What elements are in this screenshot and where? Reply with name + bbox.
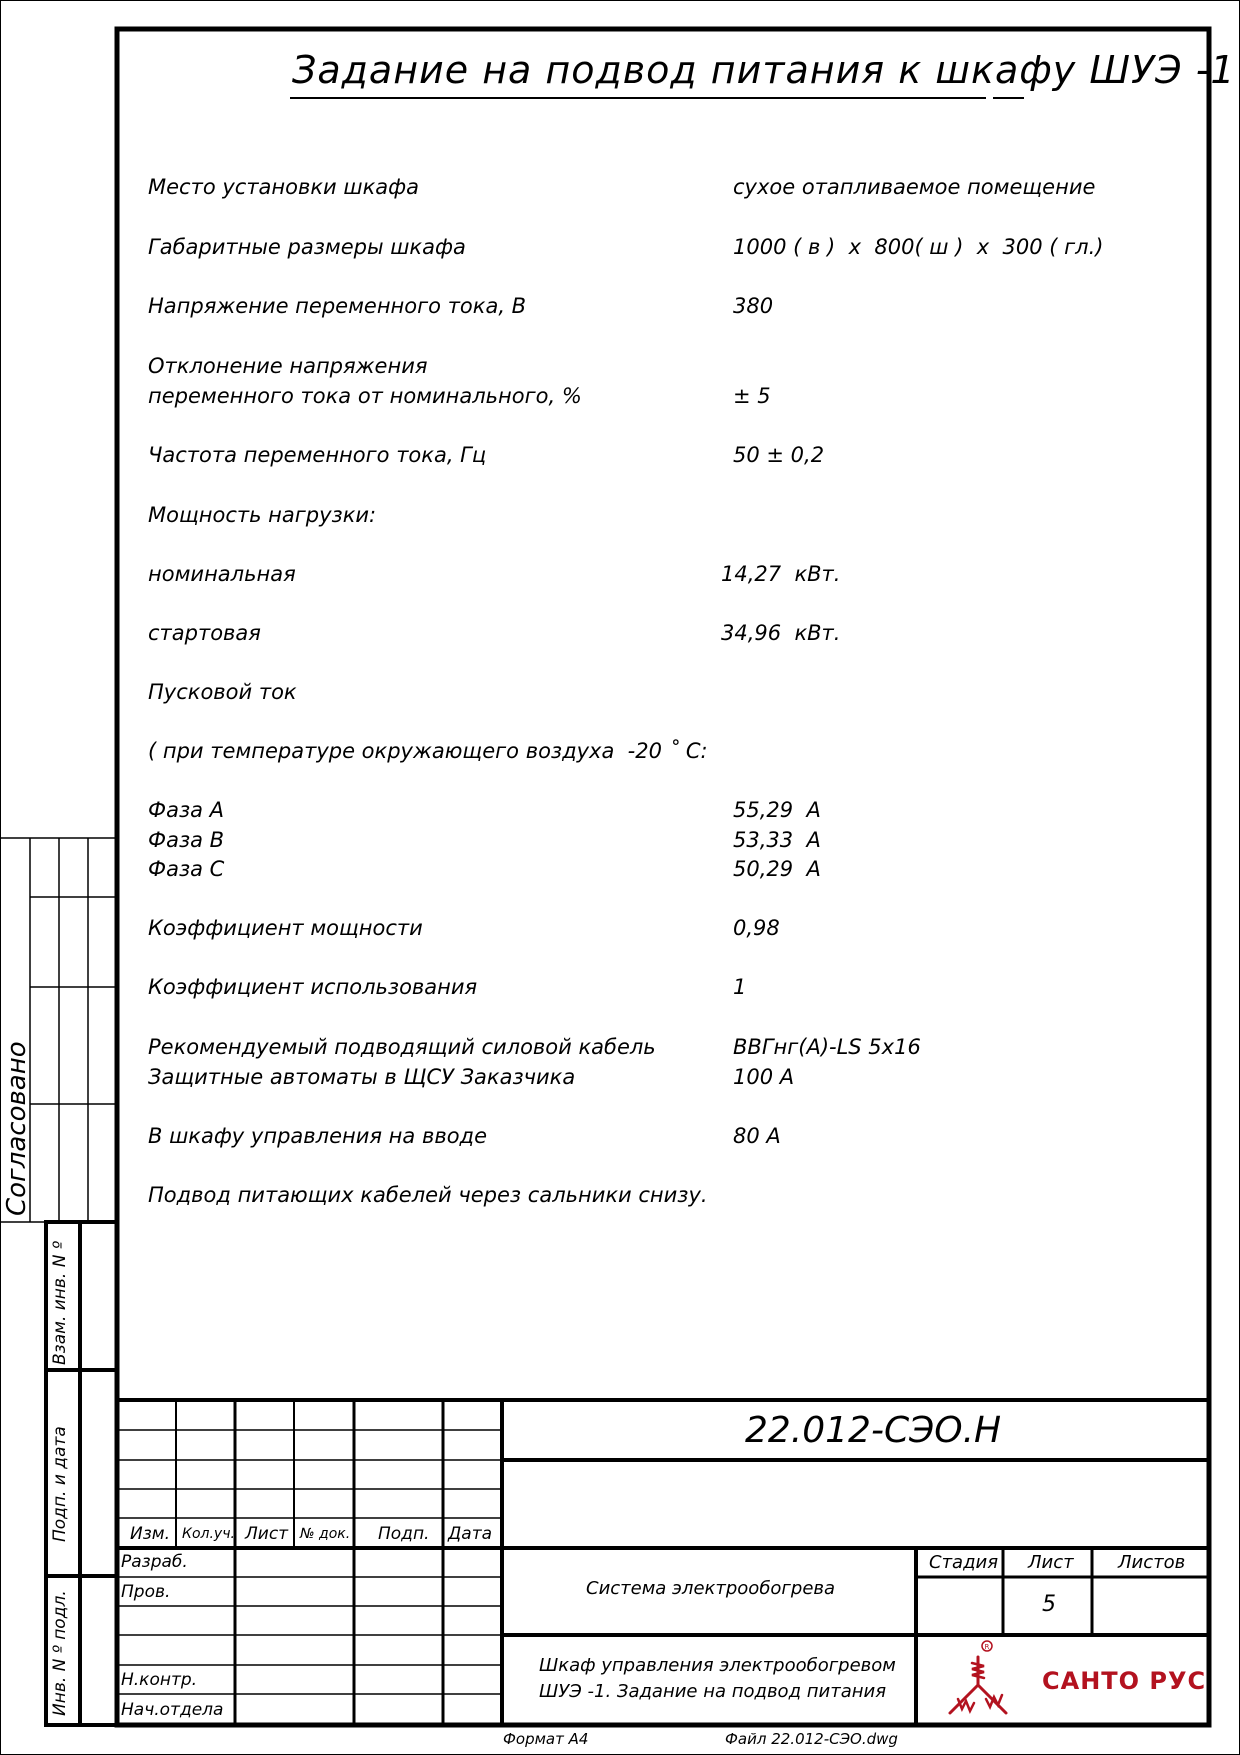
spec-value-voltage: 380	[733, 294, 774, 318]
spec-value-deviation: ± 5	[733, 384, 771, 408]
spec-value-location: сухое отапливаемое помещение	[733, 175, 1096, 199]
label-prov: Пров.	[121, 1582, 171, 1602]
spec-label-inrush: Пусковой ток	[148, 680, 297, 704]
col-izm: Изм.	[130, 1524, 170, 1544]
col-n-dok: № док.	[300, 1526, 351, 1542]
footer-format: Формат А4	[503, 1730, 589, 1748]
spec-label-dimensions: Габаритные размеры шкафа	[148, 235, 466, 259]
label-razrab: Разраб.	[121, 1552, 188, 1572]
spec-label-phase-a: Фаза А	[148, 798, 225, 822]
svg-text:R: R	[984, 1643, 990, 1651]
sheet-number: 5	[1042, 1592, 1056, 1617]
document-name-line-1: Шкаф управления электрообогревом	[539, 1655, 896, 1676]
spec-label-phase-c: Фаза С	[148, 857, 225, 881]
spec-label-phase-b: Фаза В	[148, 828, 225, 852]
label-n-kontr: Н.контр.	[121, 1670, 198, 1690]
spec-value-dimensions: 1000 ( в ) х 800( ш ) х 300 ( гл.)	[733, 235, 1104, 259]
spec-label-frequency: Частота переменного тока, Гц	[148, 443, 487, 467]
spec-label-temperature: ( при температуре окружающего воздуха -20 ˚ С:	[148, 739, 708, 763]
spec-value-nominal: 14,27 кВт.	[721, 562, 841, 586]
spec-label-deviation-1: Отклонение напряжения	[148, 354, 428, 378]
spec-value-breakers: 100 А	[733, 1065, 795, 1089]
spec-label-breakers: Защитные автоматы в ЩСУ Заказчика	[148, 1065, 576, 1089]
spec-value-input: 80 А	[733, 1124, 781, 1148]
spec-label-voltage: Напряжение переменного тока, В	[148, 294, 527, 318]
spec-value-phase-a: 55,29 А	[733, 798, 821, 822]
spec-label-location: Место установки шкафа	[148, 175, 419, 199]
sheet-label: Лист	[1028, 1552, 1074, 1573]
company-logo	[918, 1637, 1208, 1723]
spec-label-deviation-2: переменного тока от номинального, %	[148, 384, 582, 408]
spec-label-cable: Рекомендуемый подводящий силовой кабель	[148, 1035, 656, 1059]
footer-file: Файл 22.012-СЭО.dwg	[725, 1730, 898, 1748]
col-data: Дата	[448, 1524, 493, 1544]
sheets-label: Листов	[1118, 1552, 1186, 1573]
spec-value-starting: 34,96 кВт.	[721, 621, 841, 645]
document-name-line-2: ШУЭ -1. Задание на подвод питания	[539, 1681, 887, 1702]
spec-label-usage-factor: Коэффициент использования	[148, 975, 478, 999]
col-list: Лист	[245, 1524, 289, 1544]
spec-value-phase-b: 53,33 А	[733, 828, 821, 852]
spec-value-power-factor: 0,98	[733, 916, 780, 940]
col-podp: Подп.	[378, 1524, 430, 1544]
doc-code: 22.012-СЭО.Н	[745, 1410, 1002, 1451]
stage-label: Стадия	[929, 1552, 999, 1573]
side-label-inv-podl: Инв. N º подл.	[50, 1590, 70, 1716]
spec-value-cable: ВВГнг(А)-LS 5х16	[733, 1035, 921, 1059]
spec-value-phase-c: 50,29 А	[733, 857, 821, 881]
side-label-agreed: Согласовано	[2, 1041, 32, 1216]
spec-value-frequency: 50 ± 0,2	[733, 443, 825, 467]
label-nach-otdela: Нач.отдела	[121, 1700, 224, 1720]
spec-label-input: В шкафу управления на вводе	[148, 1124, 487, 1148]
company-name: САНТО РУС	[1042, 1667, 1207, 1695]
spec-label-starting: стартовая	[148, 621, 261, 645]
document-title: Задание на подвод питания к шкафу ШУЭ -1	[292, 48, 1236, 92]
side-label-podp-data: Подп. и дата	[50, 1426, 70, 1542]
spec-label-nominal: номинальная	[148, 562, 296, 586]
system-name: Система электрообогрева	[586, 1578, 836, 1599]
side-label-vzam-inv: Взам. инв. N º	[50, 1241, 70, 1365]
spec-label-cable-entry: Подвод питающих кабелей через сальники снизу.	[148, 1183, 708, 1207]
spec-label-load-power: Мощность нагрузки:	[148, 503, 377, 527]
spec-label-power-factor: Коэффициент мощности	[148, 916, 423, 940]
col-kol-uch: Кол.уч.	[182, 1526, 235, 1542]
spec-value-usage-factor: 1	[733, 975, 747, 999]
